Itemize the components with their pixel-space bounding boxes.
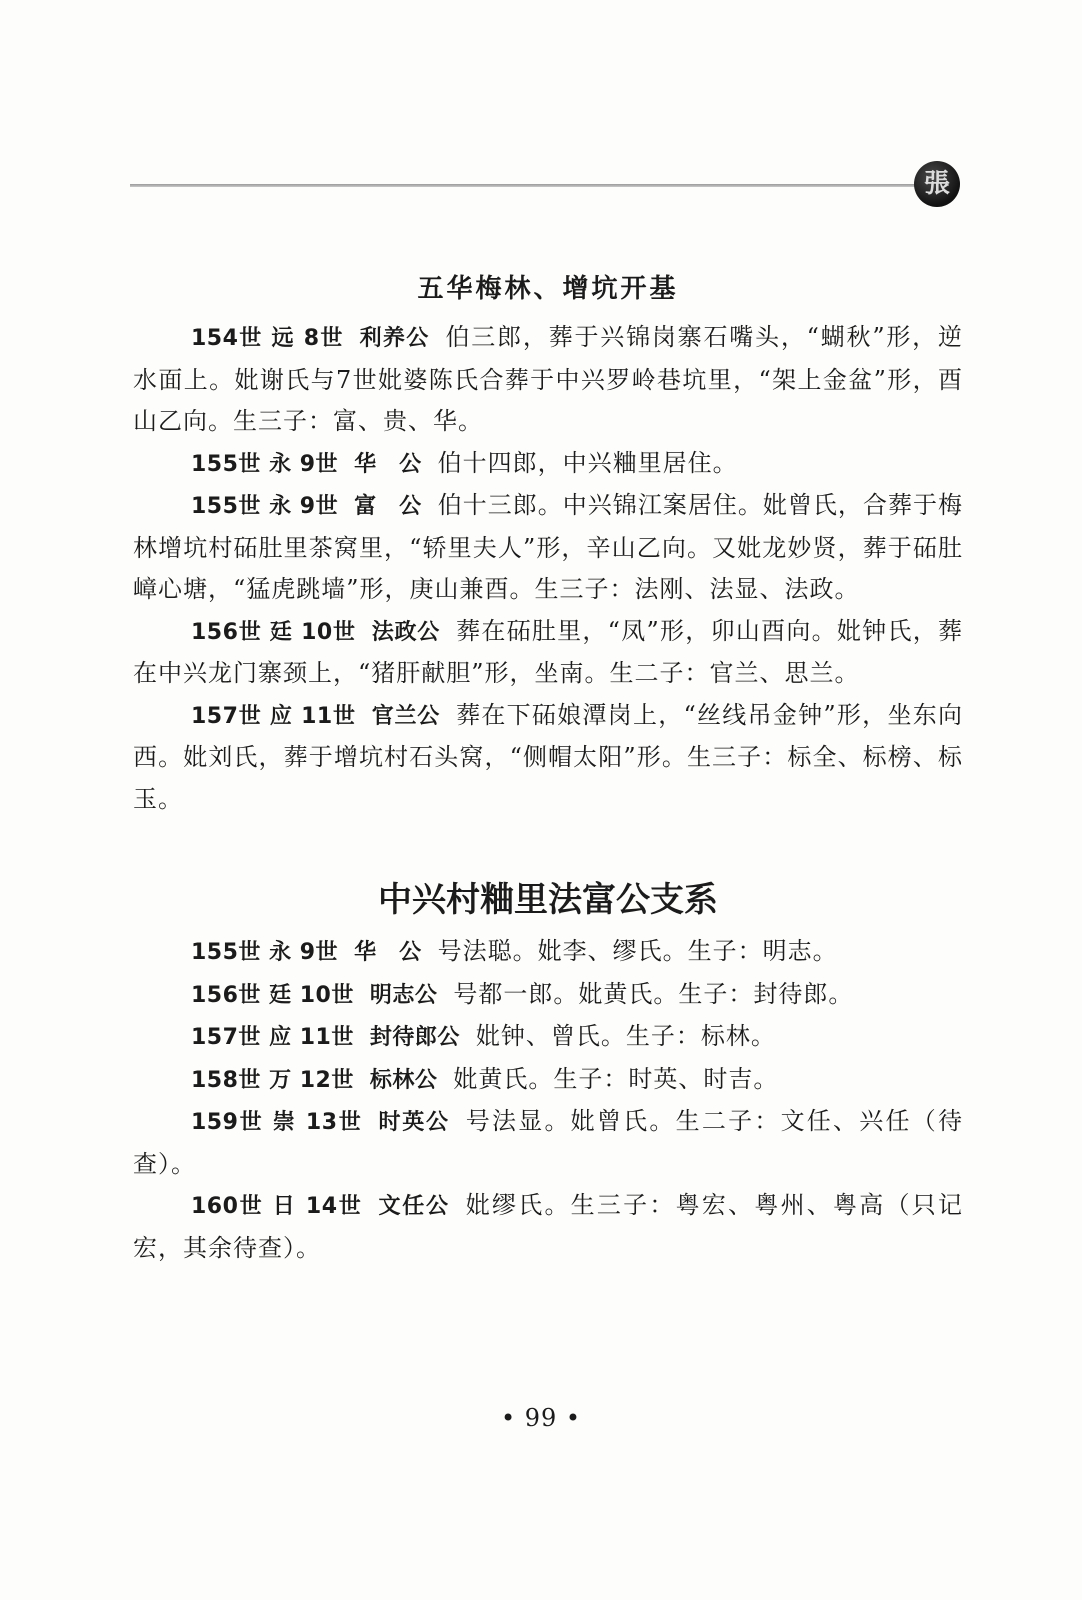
generation-label: 157世 应 11世 — [191, 1025, 354, 1050]
entry-text: 妣钟、曾氏。生子：标林。 — [475, 1022, 776, 1050]
genealogy-entry — [133, 443, 963, 486]
section-title: 中兴村粬里法富公支系 — [378, 880, 718, 920]
entry-text: 号法聪。妣李、缪氏。生子：明志。 — [437, 937, 838, 965]
generation-label: 159世 崇 13世 — [191, 1110, 363, 1135]
genealogy-entry — [133, 611, 963, 695]
genealogy-entry — [133, 1185, 963, 1269]
entry-text: 伯三郎，葬于兴锦岗寨石嘴头，“蝴秋”形，逆水面上。妣谢氏与7世妣婆陈氏合葬于中兴罗岭巷坑里，“架上金盆”形，酉山乙向。生三子：富、贵、华。 — [133, 323, 963, 435]
section-title: 五华梅林、增坑开基 — [417, 274, 679, 304]
genealogy-entry — [133, 1059, 963, 1102]
ancestor-name: 华 公 — [354, 940, 422, 965]
section-body — [133, 931, 963, 1269]
generation-label: 156世 廷 10世 — [191, 619, 356, 645]
ancestor-name: 时英公 — [378, 1110, 450, 1135]
generation-label: 154世 远 8世 — [191, 326, 344, 351]
ancestor-name: 明志公 — [369, 982, 438, 1008]
zhang-emblem-icon: 張 — [914, 161, 960, 207]
generation-label: 155世 永 9世 — [191, 451, 339, 477]
header-rule — [130, 184, 918, 187]
genealogy-entry — [133, 931, 963, 974]
generation-label: 158世 万 12世 — [191, 1067, 354, 1093]
genealogy-entry — [133, 1016, 963, 1059]
ancestor-name: 富 公 — [354, 494, 422, 519]
ancestor-name: 华 公 — [354, 451, 422, 477]
entry-text: 伯十三郎。中兴锦江案居住。妣曾氏，合葬于梅林增坑村砳肚里茶窝里，“轿里夫人”形，辛山乙向。又妣龙妙贤，葬于砳肚嶂心塘，“猛虎跳墙”形，庚山兼酉。生三子：法刚、法显、法政。 — [133, 491, 963, 603]
generation-label: 160世 日 14世 — [191, 1194, 363, 1219]
ancestor-name: 文任公 — [378, 1194, 450, 1219]
ancestor-name: 法政公 — [371, 619, 441, 645]
genealogy-entry — [133, 695, 963, 821]
page-number: • 99 • — [500, 1404, 582, 1432]
ancestor-name: 利养公 — [359, 326, 430, 351]
section-body — [133, 317, 963, 820]
entry-text: 伯十四郎，中兴粬里居住。 — [437, 448, 738, 477]
generation-label: 155世 永 9世 — [191, 940, 339, 965]
entry-text: 葬在下砳娘潭岗上，“丝线吊金钟”形，坐东向西。妣刘氏，葬于增坑村石头窝，“侧帽太阳”形。生三子：标全、标榜、标玉。 — [133, 700, 963, 813]
entry-text: 号法显。妣曾氏。生二子：文任、兴任（待查）。 — [133, 1107, 963, 1178]
entry-text: 葬在砳肚里，“凤”形，卯山酉向。妣钟氏，葬在中兴龙门寨颈上，“猪肝献胆”形，坐南。生二子：官兰、思兰。 — [133, 616, 963, 687]
genealogy-entry — [133, 317, 963, 443]
ancestor-name: 标林公 — [369, 1067, 438, 1093]
ancestor-name: 官兰公 — [371, 703, 441, 729]
generation-label: 155世 永 9世 — [191, 494, 339, 519]
entry-text: 妣缪氏。生三子：粤宏、粤州、粤高（只记宏，其余待查）。 — [133, 1191, 963, 1262]
genealogy-entry — [133, 974, 963, 1017]
generation-label: 156世 廷 10世 — [191, 982, 354, 1008]
entry-text: 号都一郎。妣黄氏。生子：封待郎。 — [453, 979, 854, 1008]
generation-label: 157世 应 11世 — [191, 703, 356, 729]
genealogy-entry — [133, 485, 963, 611]
entry-text: 妣黄氏。生子：时英、时吉。 — [453, 1064, 779, 1093]
genealogy-entry — [133, 1101, 963, 1185]
ancestor-name: 封待郎公 — [369, 1025, 460, 1050]
page-content — [133, 268, 963, 1269]
